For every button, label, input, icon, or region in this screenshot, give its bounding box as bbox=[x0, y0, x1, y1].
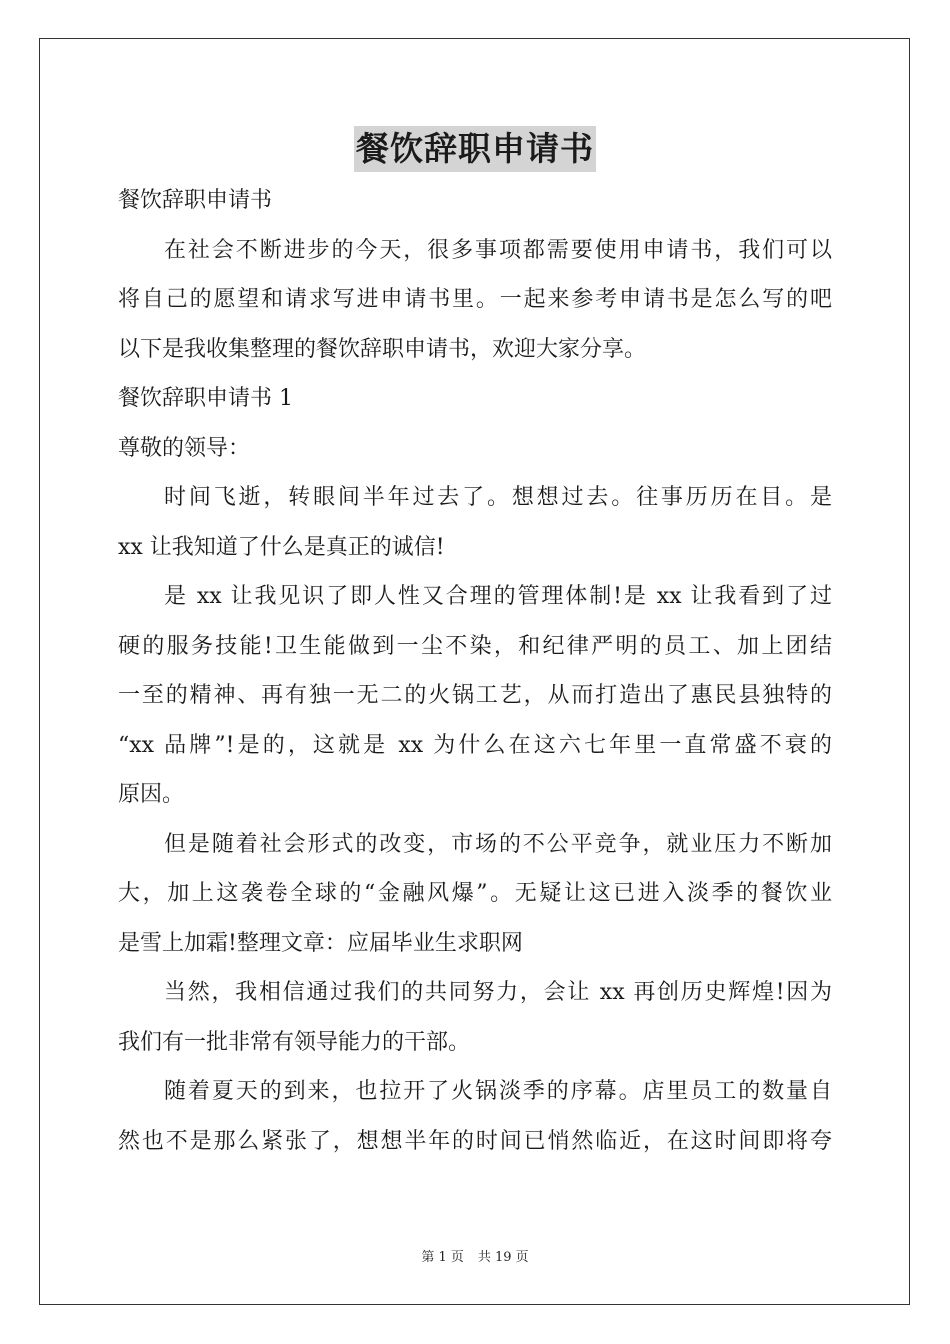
text-line: 但是随着社会形式的改变，市场的不公平竞争，就业压力不断加 bbox=[164, 831, 832, 857]
text-line: 原因。 bbox=[118, 782, 185, 807]
text-line: 餐饮辞职申请书 bbox=[118, 188, 273, 213]
text-line: 当然，我相信通过我们的共同努力，会让 xx 再创历史辉煌!因为 bbox=[164, 980, 832, 1005]
text-line: 将自己的愿望和请求写进申请书里。一起来参考申请书是怎么写的吧 bbox=[118, 287, 832, 312]
text-line: 时间飞逝，转眼间半年过去了。想想过去。往事历历在目。是 bbox=[164, 485, 832, 510]
text-line: 在社会不断进步的今天，很多事项都需要使用申请书，我们可以 bbox=[164, 237, 832, 263]
text-line: 硬的服务技能!卫生能做到一尘不染，和纪律严明的员工、加上团结 bbox=[118, 633, 832, 659]
page-number: 第 1 页 bbox=[421, 1250, 464, 1265]
document-body bbox=[118, 176, 832, 1166]
text-line: 我们有一批非常有领导能力的干部。 bbox=[118, 1029, 471, 1055]
text-line: 是雪上加霜!整理文章：应届毕业生求职网 bbox=[118, 930, 523, 956]
text-line: 一至的精神、再有独一无二的火锅工艺，从而打造出了惠民县独特的 bbox=[118, 683, 832, 708]
text-line: 是 xx 让我见识了即人性又合理的管理体制!是 xx 让我看到了过 bbox=[164, 584, 832, 609]
document-title: 餐饮辞职申请书 bbox=[354, 126, 596, 172]
text-line: “xx 品牌”!是的，这就是 xx 为什么在这六七年里一直常盛不衰的 bbox=[118, 732, 832, 758]
text-line: 餐饮辞职申请书 1 bbox=[118, 386, 293, 411]
text-line: 以下是我收集整理的餐饮辞职申请书，欢迎大家分享。 bbox=[118, 336, 647, 362]
title-container bbox=[0, 126, 950, 172]
text-line: xx 让我知道了什么是真正的诚信! bbox=[118, 534, 445, 560]
text-line: 大，加上这袭卷全球的“金融风爆”。无疑让这已进入淡季的餐饮业 bbox=[118, 881, 832, 906]
text-line: 然也不是那么紧张了，想想半年的时间已悄然临近，在这时间即将夸 bbox=[118, 1128, 832, 1154]
text-line: 随着夏天的到来，也拉开了火锅淡季的序幕。店里员工的数量自 bbox=[164, 1079, 832, 1104]
page-footer bbox=[0, 1246, 950, 1265]
page-total: 共 19 页 bbox=[477, 1250, 529, 1265]
text-line: 尊敬的领导： bbox=[118, 435, 251, 461]
